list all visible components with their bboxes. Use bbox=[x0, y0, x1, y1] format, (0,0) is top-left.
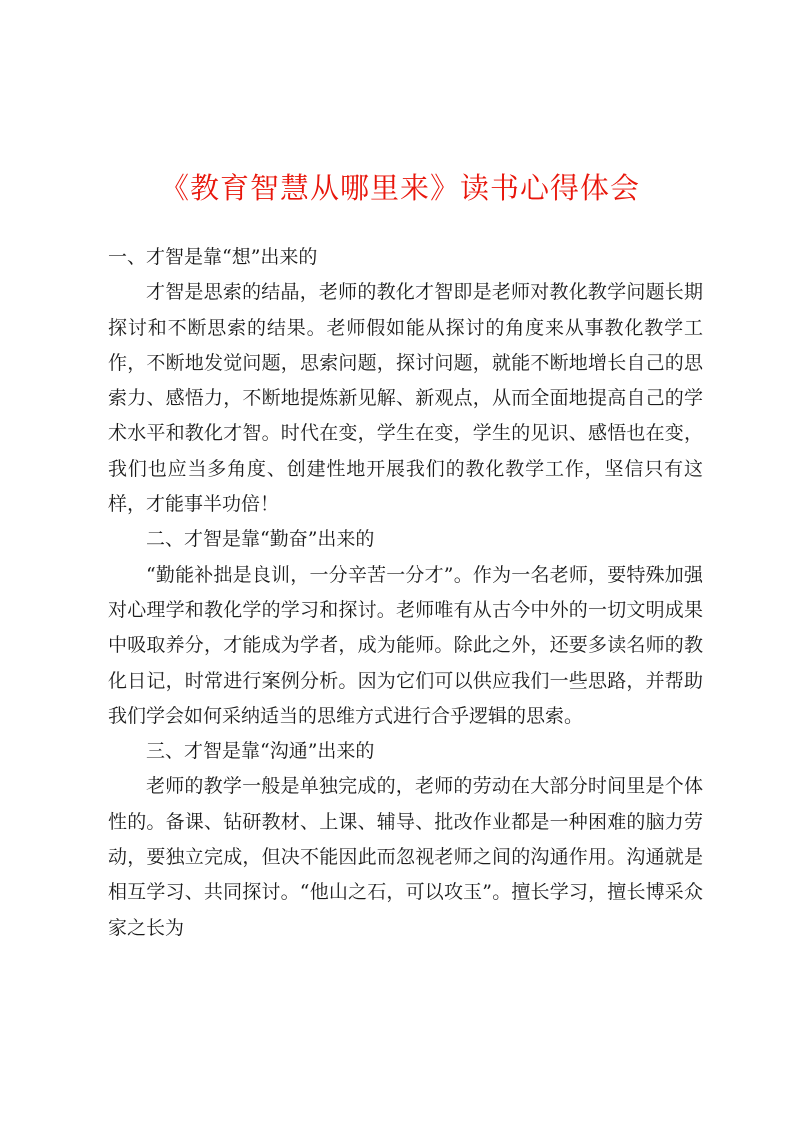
section-1-paragraph: 才智是思索的结晶，老师的教化才智即是老师对教化教学问题长期探讨和不断思索的结果。老师假如能从探讨的角度来从事教化教学工作，不断地发觉问题，思索问题，探讨问题，就能不断地增长自己的思索力、感悟力，不断地提炼新见解、新观点，从而全面地提高自己的学术水平和教化才智。时代在变，学生在变，学生的见识、感悟也在变，我们也应当多角度、创建性地开展我们的教化教学工作，坚信只有这样，才能事半功倍！ bbox=[108, 281, 703, 516]
section-2-heading: 二、才智是靠“勤奋”出来的 bbox=[146, 528, 375, 551]
section-3-heading: 三、才智是靠“沟通”出来的 bbox=[146, 740, 375, 763]
document-title: 《教育智慧从哪里来》读书心得体会 bbox=[159, 171, 640, 205]
section-2-paragraph: “勤能补拙是良训，一分辛苦一分才”。作为一名老师，要特殊加强对心理学和教化学的学习和探讨。老师唯有从古今中外的一切文明成果中吸取养分，才能成为学者，成为能师。除此之外，还要多读名师的教化日记，时常进行案例分析。因为它们可以供应我们一些思路，并帮助我们学会如何采纳适当的思维方式进行合乎逻辑的思索。 bbox=[108, 563, 703, 727]
section-1-heading: 一、才智是靠“想”出来的 bbox=[108, 246, 318, 268]
section-3-paragraph: 老师的教学一般是单独完成的，老师的劳动在大部分时间里是个体性的。备课、钻研教材、上课、辅导、批改作业都是一种困难的脑力劳动，要独立完成，但决不能因此而忽视老师之间的沟通作用。沟通就是相互学习、共同探讨。“他山之石，可以攻玉”。擅长学习，擅长博采众家之长为 bbox=[108, 775, 703, 939]
document-body bbox=[108, 240, 703, 946]
